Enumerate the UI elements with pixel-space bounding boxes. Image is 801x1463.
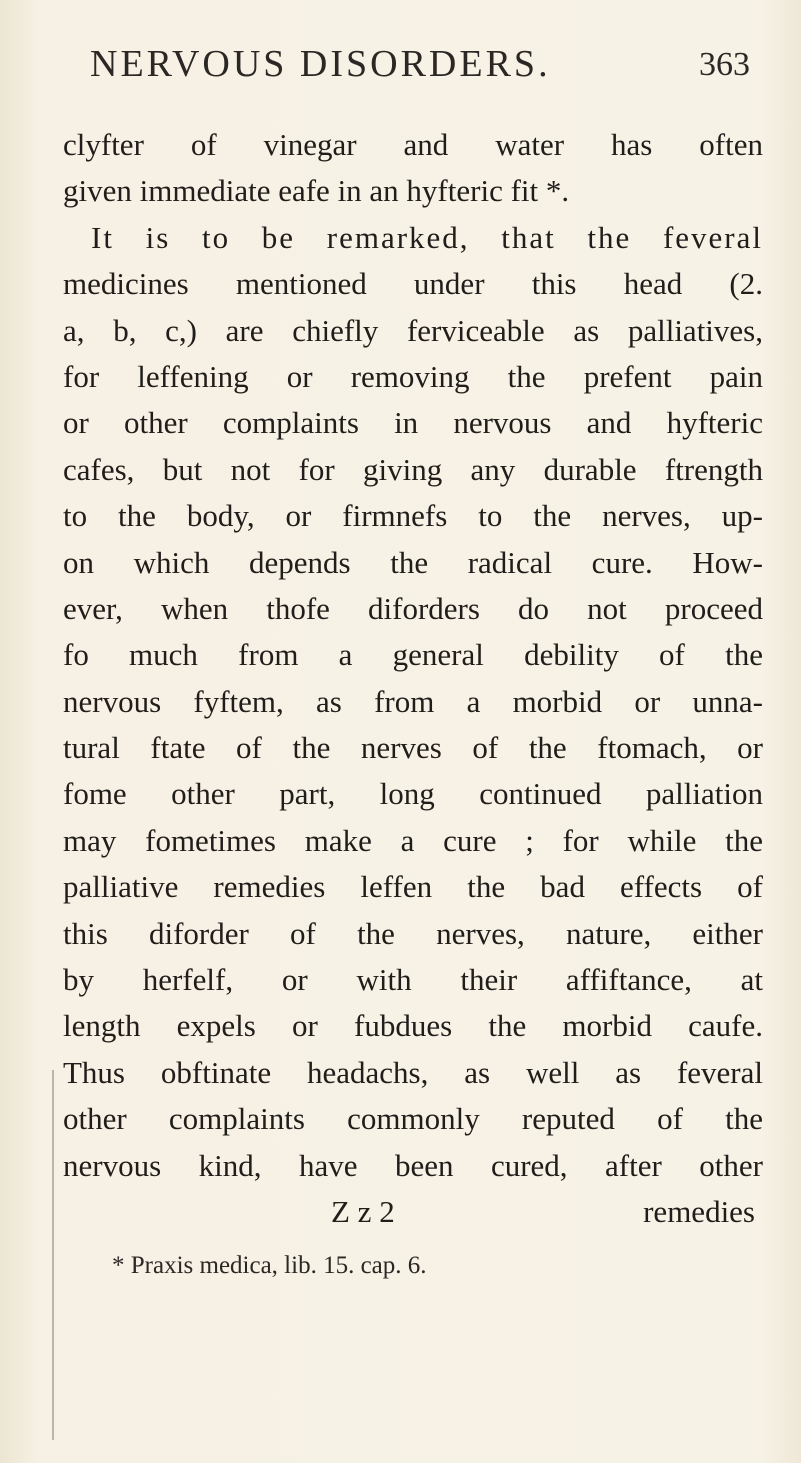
signature-mark: Z z 2 <box>331 1193 395 1229</box>
text-line: cafes, but not for giving any durable ftrength <box>63 451 763 487</box>
text-line: fome other part, long continued palliation <box>63 776 763 812</box>
catchword: remedies <box>643 1193 755 1229</box>
text-line: may fometimes make a cure ; for while the <box>63 822 763 858</box>
text-line: clyfter of vinegar and water has often <box>63 127 763 162</box>
text-line: fo much from a general debility of the <box>63 637 763 673</box>
page-header <box>90 42 750 98</box>
text-line: ever, when thofe diforders do not proceed <box>63 590 763 626</box>
text-line: nervous fyftem, as from a morbid or unna- <box>63 683 763 719</box>
footnote: * Praxis medica, lib. 15. cap. 6. <box>112 1252 427 1279</box>
text-line: nervous kind, have been cured, after other <box>63 1147 763 1183</box>
text-line: a, b, c,) are chiefly ferviceable as palliatives, <box>63 312 763 348</box>
signature-line <box>63 1189 763 1235</box>
text-line: this diforder of the nerves, nature, either <box>63 915 763 951</box>
text-line: to the body, or firmnefs to the nerves, up- <box>63 498 763 534</box>
text-line: for leffening or removing the prefent pain <box>63 358 763 394</box>
text-line: on which depends the radical cure. How- <box>63 544 763 580</box>
page-edge-shadow <box>52 1070 54 1440</box>
page-number: 363 <box>699 46 750 83</box>
text-line: by herfelf, or with their affiftance, at <box>63 962 763 998</box>
body-text <box>63 122 763 1235</box>
text-line: palliative remedies leffen the bad effects of <box>63 869 763 905</box>
running-head: NERVOUS DISORDERS. <box>90 43 551 85</box>
text-line: It is to be remarked, that the feveral <box>91 219 763 255</box>
text-line: or other complaints in nervous and hyfteric <box>63 405 763 441</box>
text-line: tural ftate of the nerves of the ftomach, or <box>63 730 763 766</box>
text-line: length expels or fubdues the morbid caufe. <box>63 1008 763 1044</box>
text-line: given immediate eafe in an hyfteric fit *. <box>63 173 570 209</box>
text-line: medicines mentioned under this head (2. <box>63 266 763 302</box>
text-line: other complaints commonly reputed of the <box>63 1101 763 1137</box>
text-line: Thus obftinate headachs, as well as feveral <box>63 1054 763 1090</box>
